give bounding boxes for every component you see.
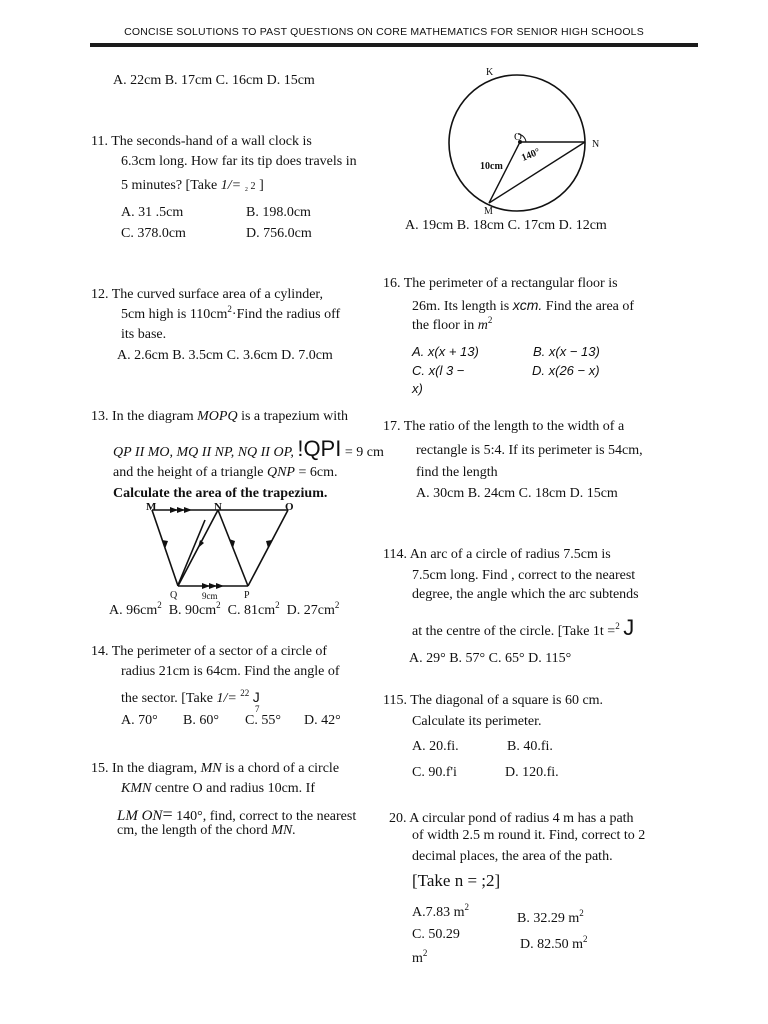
q115-option-a: A. 20.fi. — [412, 739, 459, 754]
q14-option-d: D. 42° — [304, 713, 341, 728]
q11-option-c: C. 378.0cm — [121, 226, 186, 241]
q14-option-b: B. 60° — [183, 713, 219, 728]
label-N-circle: N — [592, 139, 600, 150]
label-10cm: 10cm — [480, 161, 503, 172]
q114-line1: 114. An arc of a circle of radius 7.5cm is — [383, 547, 611, 562]
q15-line1: 15. In the diagram, MN is a chord of a circle — [91, 761, 340, 776]
q115-option-b: B. 40.fi. — [507, 739, 553, 754]
q17-options: A. 30cm B. 24cm C. 18cm D. 15cm — [416, 486, 618, 501]
q20-option-c: C. 50.29 — [412, 927, 460, 942]
q14-line2: radius 21cm is 64cm. Find the angle of — [121, 664, 340, 679]
q16-line3: the floor in $m^2$ — [412, 315, 493, 333]
q11-option-b: B. 198.0cm — [246, 205, 311, 220]
label-Q: Q — [170, 590, 178, 601]
q20-line2: of width 2.5 m round it. Find, correct to 2 — [412, 828, 646, 843]
q115-option-c: C. 90.f'i — [412, 765, 457, 780]
q20-option-c-unit: $m^2$ — [412, 948, 428, 966]
q20-line3: decimal places, the area of the path. — [412, 849, 613, 864]
q17-line1: 17. The ratio of the length to the width of a — [383, 419, 625, 434]
q115-option-d: D. 120.fi. — [505, 765, 559, 780]
q14-line3: the sector. [Take 1/= $^{22}$ J — [121, 688, 260, 706]
q114-line3: degree, the angle which the arc subtends — [412, 587, 639, 602]
q17-line2: rectangle is 5:4. If its perimeter is 54cm, — [416, 443, 643, 458]
page-header: CONCISE SOLUTIONS TO PAST QUESTIONS ON CORE MATHEMATICS FOR SENIOR HIGH SCHOOLS — [124, 26, 644, 38]
q14-take-den: 7 — [255, 704, 260, 714]
q11-option-d: D. 756.0cm — [246, 226, 312, 241]
q114-line4: at the centre of the circle. [Take 1t =$^2$ J — [412, 615, 635, 640]
q20-take: [Take n = ;2] — [412, 871, 501, 890]
q11-option-a: A. 31 .5cm — [121, 205, 184, 220]
q13-line1: 13. In the diagram MOPQ is a trapezium with — [91, 409, 348, 424]
q10-options: A. 22cm B. 17cm C. 16cm D. 15cm — [113, 73, 315, 88]
q13-options: A. $96cm^2$ B. $90cm^2$ C. $81cm^2$ D. $27cm^2$ — [109, 600, 340, 618]
label-O-circle: O — [514, 131, 522, 143]
q20-option-d: D. 82.50 $m^2$ — [520, 934, 588, 952]
label-M-circle: M — [484, 206, 493, 217]
q17-line3: find the length — [416, 465, 498, 480]
q115-line2: Calculate its perimeter. — [412, 714, 542, 729]
label-K: K — [486, 67, 494, 78]
q16-option-c: C. x(l 3 − — [412, 363, 465, 378]
label-P: P — [244, 590, 250, 601]
circle-diagram — [440, 62, 620, 222]
q15-options: A. 19cm B. 18cm C. 17cm D. 12cm — [405, 218, 607, 233]
q12-options: A. 2.6cm B. 3.5cm C. 3.6cm D. 7.0cm — [117, 348, 333, 363]
q115-line1: 115. The diagonal of a square is 60 cm. — [383, 693, 604, 708]
q114-options: A. 29° B. 57° C. 65° D. 115° — [409, 651, 572, 666]
label-N: N — [214, 501, 222, 513]
q114-line2: 7.5cm long. Find , correct to the nearest — [412, 568, 636, 583]
header-rule — [90, 43, 698, 47]
q13-line2: QP II MO, MQ II NP, NQ II OP, !QPI = 9 cm — [113, 436, 384, 461]
q11-line2: 6.3cm long. How far its tip does travels in — [121, 154, 357, 169]
trapezium-diagram — [140, 500, 340, 602]
label-O: O — [285, 501, 294, 513]
q15-line2: KMN centre O and radius 10cm. If — [121, 781, 316, 796]
label-140: 140° — [520, 146, 542, 164]
q14-option-c: C. 55° — [245, 713, 281, 728]
q14-line1: 14. The perimeter of a sector of a circle of — [91, 644, 328, 659]
q11-line3: 5 minutes? [Take 1/= ₂ 2 ] — [121, 178, 264, 193]
q16-line1: 16. The perimeter of a rectangular floor is — [383, 276, 618, 291]
q13-line4: Calculate the area of the trapezium. — [113, 486, 328, 501]
q16-line2: 26m. Its length is xcm. Find the area of — [412, 297, 635, 314]
q16-option-a: A. x(x + 13) — [412, 344, 479, 359]
q20-line1: 20. A circular pond of radius 4 m has a path — [389, 811, 634, 826]
q12-line3: its base. — [121, 327, 167, 342]
pi-symbol: 1/= — [220, 178, 242, 193]
label-9cm: 9cm — [202, 591, 218, 601]
q20-option-a: A.7.83 $m^2$ — [412, 902, 469, 920]
q12-line2: 5cm high is $110cm^2\cdot Find$ the radius off — [121, 304, 341, 322]
q12-line1: 12. The curved surface area of a cylinder, — [91, 287, 324, 302]
q16-option-c-cont: x) — [412, 381, 423, 396]
q16-option-b: B. x(x − 13) — [533, 344, 600, 359]
q16-option-d: D. x(26 − x) — [532, 363, 600, 378]
q14-option-a: A. 70° — [121, 713, 158, 728]
label-M: M — [146, 501, 157, 513]
q13-line3: and the height of a triangle QNP = 6cm. — [113, 465, 338, 480]
q20-option-b: B. 32.29 $m^2$ — [517, 908, 584, 926]
q15-line4: cm, the length of the chord MN. — [117, 823, 296, 838]
q15-line3: LM ON= 140°, find, correct to the nearest — [117, 804, 357, 824]
q11-line1: 11. The seconds-hand of a wall clock is — [91, 134, 312, 149]
